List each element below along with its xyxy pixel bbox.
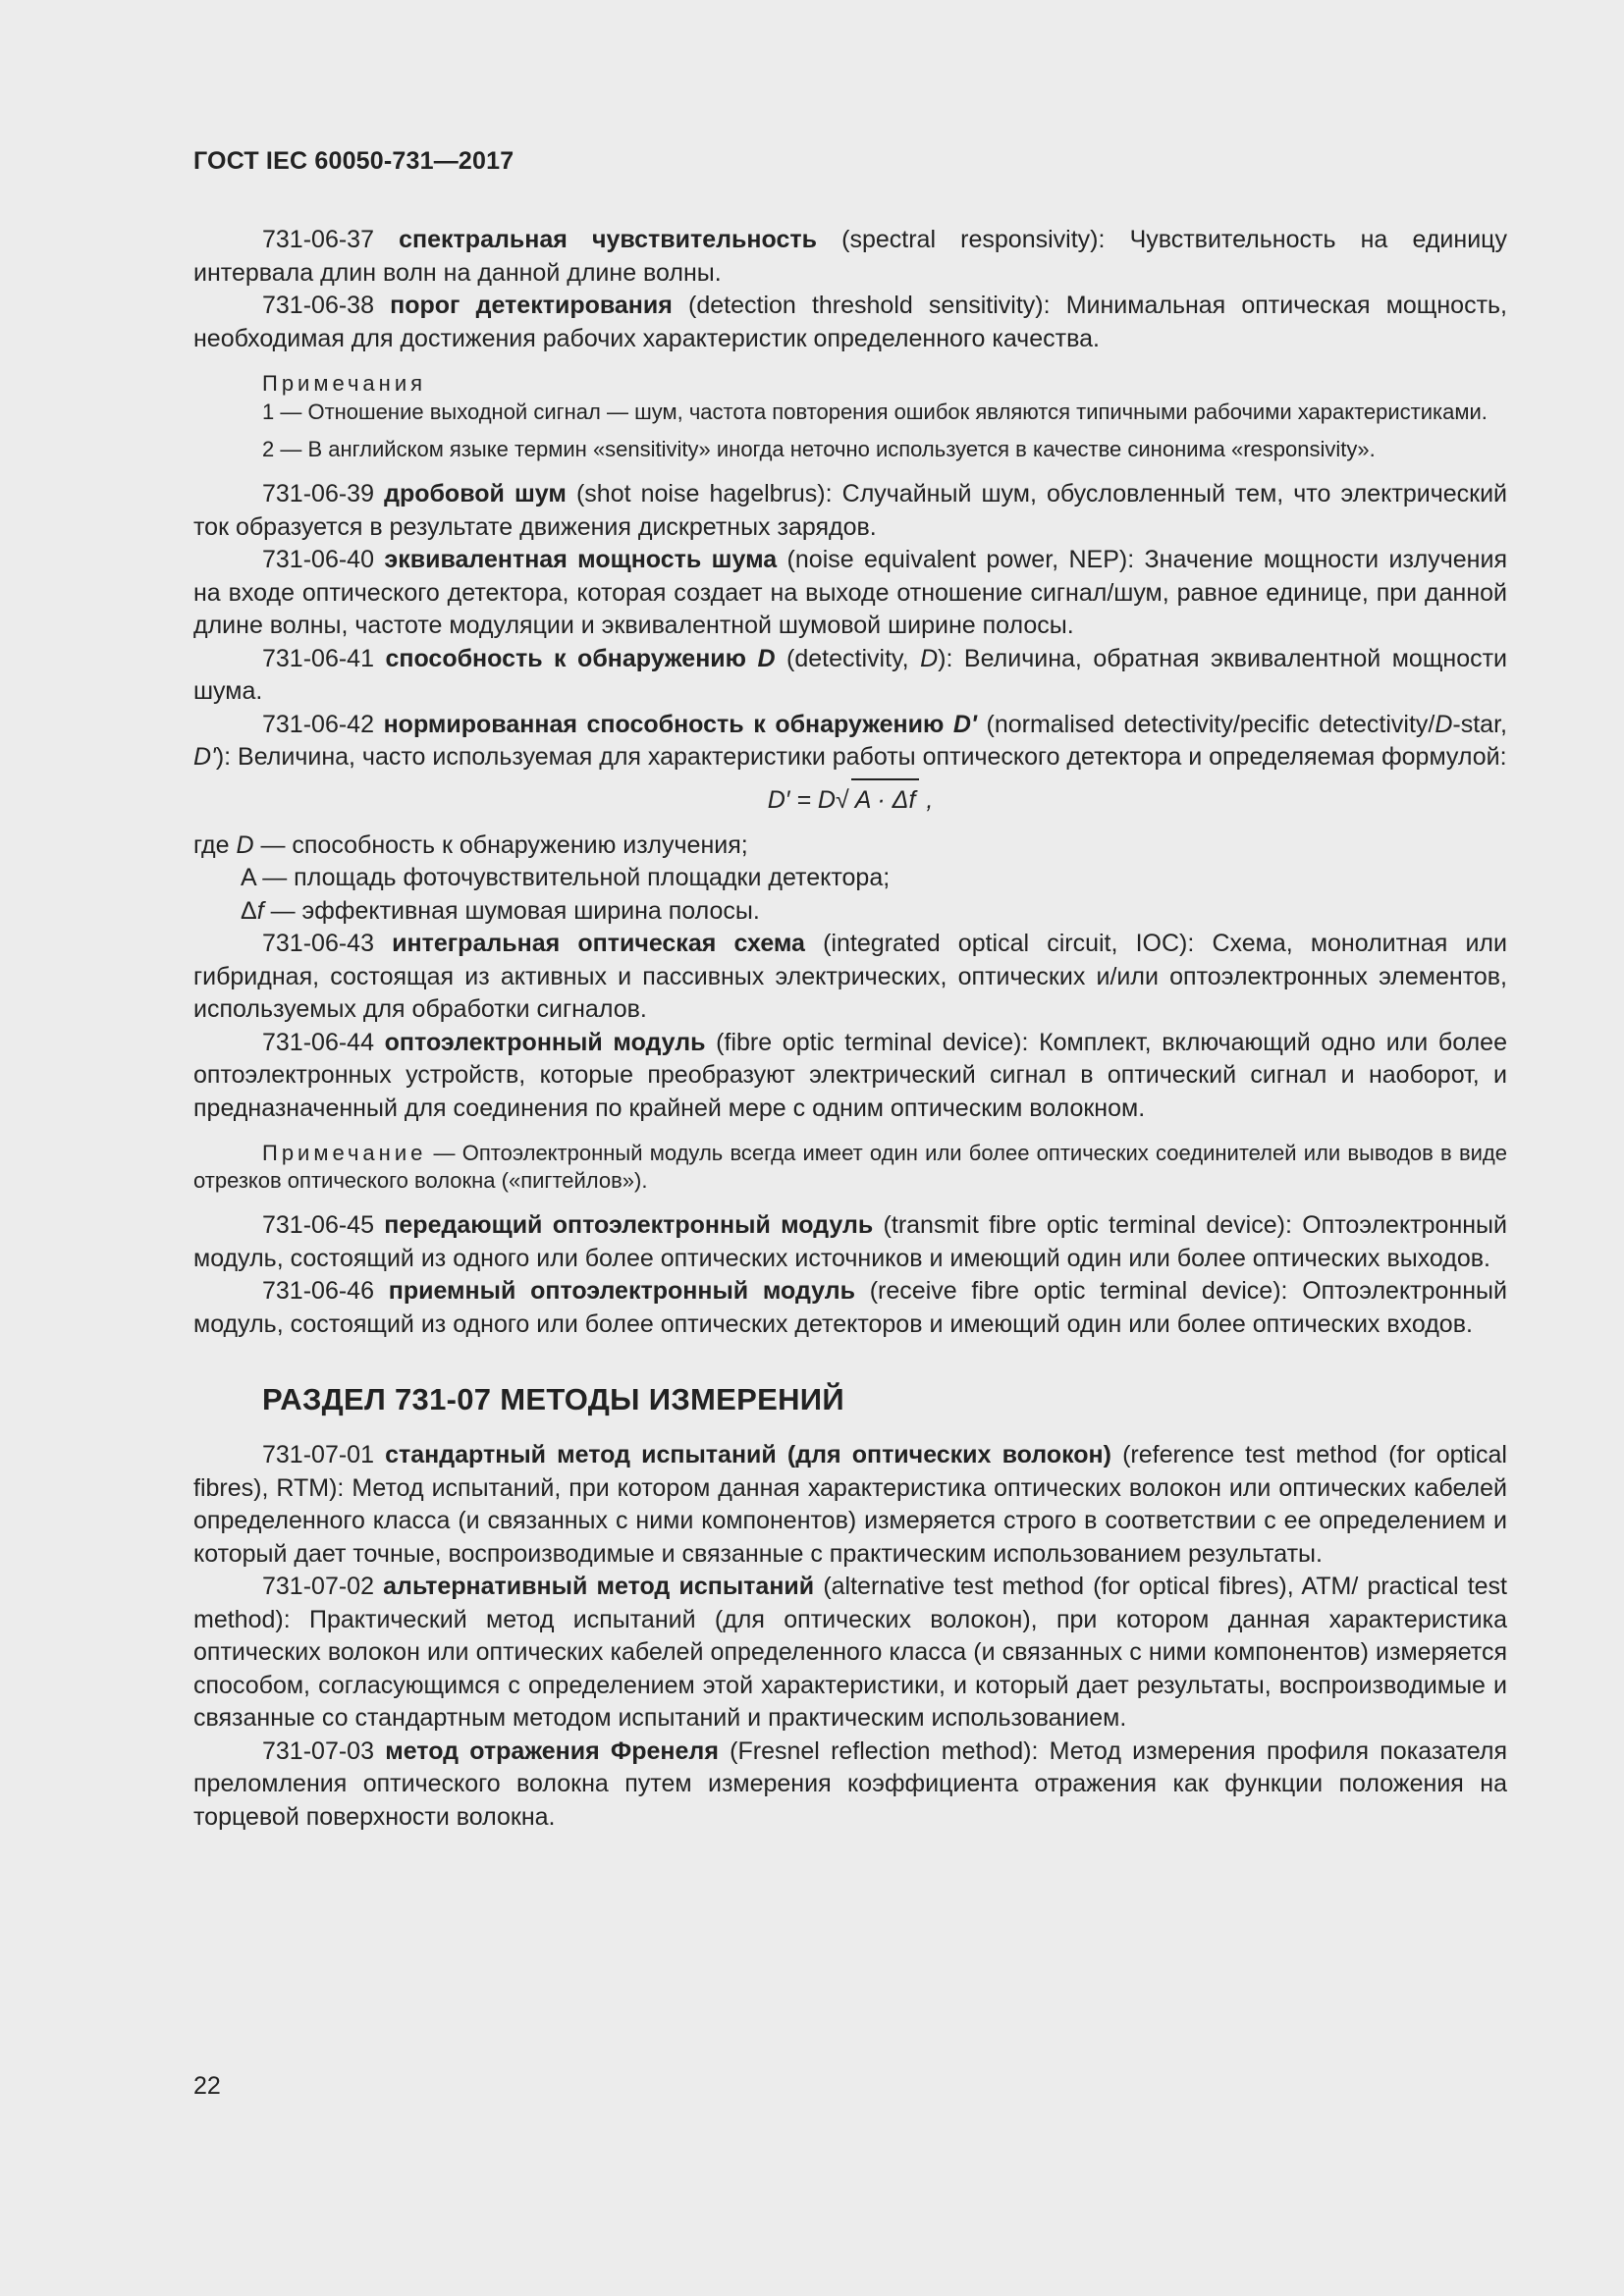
term-entry: [193, 1027, 1507, 1126]
note-item: Примечание — Оптоэлектронный модуль всегда имеет один или более оптических соединителей или выводов в виде отрезков оптического волокна («пигтейлов»).: [193, 1141, 1507, 1193]
entry-term: дробовой шум: [384, 480, 567, 507]
entry-definition: (shot noise hagelbrus): Случайный шум, обусловленный тем, что электрический ток образуется в результате движения дискретных зарядов.: [193, 480, 1507, 541]
term-entry: [193, 290, 1507, 355]
entry-code: 731-06-41: [262, 644, 374, 672]
entry-code: 731-06-37: [262, 226, 374, 253]
entry-term: метод отражения Френеля: [385, 1736, 719, 1765]
entry-definition: (reference test method (for optical fibres), RTM): Метод испытаний, при котором данная характеристика оптических волокон или оптических кабелей определенного класса (и связанных с ними компонентов) измеряется строго в соответствии с ее определением и который дает точные, воспроизводимые и связанные с практическим использованием результаты.: [193, 1441, 1507, 1568]
entry-definition: (transmit fibre optic terminal device): Оптоэлектронный модуль, состоящий из одного или более оптических источников и имеющий один или более оптических выходов.: [193, 1211, 1507, 1272]
note-item: 2 — В английском языке термин «sensitivity» иногда неточно используется в качестве синонима «responsivity».: [262, 437, 1376, 461]
term-entry: [193, 224, 1507, 290]
entry-code: 731-06-46: [262, 1277, 374, 1305]
term-entry: [193, 1275, 1507, 1341]
note-item: 1 — Отношение выходной сигнал — шум, частота повторения ошибок являются типичными рабочими характеристиками.: [262, 400, 1488, 424]
term-entry: [193, 1439, 1507, 1571]
entry-term: оптоэлектронный модуль: [384, 1028, 706, 1056]
term-entry: 731-06-42 нормированная способность к обнаружению D' (normalised detectivity/pecific detectivity/D-star, D'): Величина, часто используемая для характеристики работы оптического детектора и определяемая формулой:: [193, 710, 1507, 771]
entry-definition: (spectral responsivity): Чувствительность на единицу интервала длин волн на данной длине волны.: [193, 226, 1507, 287]
entry-definition: (alternative test method (for optical fibres), ATM/ practical test method): Практический метод испытаний (для оптических волокон), при котором данная характеристика оптических волокон или оптических кабелей определенного класса (и связанных с ними компонентов) измеряется способом, согласующимся с определением этой характеристики, и который дает результаты, воспроизводимые и связанные со стандартным методом испытаний и практическим использованием.: [193, 1573, 1507, 1732]
entry-definition: (receive fibre optic terminal device): Оптоэлектронный модуль, состоящий из одного или более оптических детекторов и имеющий один или более оптических входов.: [193, 1277, 1507, 1338]
entry-term: альтернативный метод испытаний: [383, 1573, 815, 1600]
entry-code: 731-07-03: [262, 1736, 374, 1765]
where-line: где D — способность к обнаружению излучения;: [193, 830, 748, 859]
entry-term: приемный оптоэлектронный модуль: [388, 1277, 855, 1305]
term-entry: [193, 928, 1507, 1027]
page-content: [193, 224, 1507, 1834]
where-line: Δf — эффективная шумовая ширина полосы.: [241, 896, 760, 925]
formula-radicand: A · Δf: [851, 778, 920, 820]
entry-code: 731-07-02: [262, 1573, 374, 1600]
term-entry: [193, 1209, 1507, 1275]
entry-definition: (Fresnel reflection method): Метод измерения профиля показателя преломления оптического волокна путем измерения коэффициента отражения как функции положения на торцевой поверхности волокна.: [193, 1736, 1508, 1831]
entry-code: 731-07-01: [262, 1441, 374, 1468]
page-header: ГОСТ IEC 60050-731—2017: [193, 147, 514, 175]
entry-code: 731-06-38: [262, 292, 374, 319]
entry-term: передающий оптоэлектронный модуль: [384, 1211, 874, 1239]
term-entry: [193, 1571, 1507, 1735]
entry-code: 731-06-42: [262, 710, 374, 738]
entry-code: 731-06-40: [262, 546, 374, 573]
entry-term: эквивалентная мощность шума: [384, 546, 778, 573]
page-number: 22: [193, 2072, 221, 2100]
formula: D′ = D√ A · Δf ,: [193, 778, 1507, 820]
entry-term: спектральная чувствительность: [399, 226, 817, 253]
entry-definition: (fibre optic terminal device): Комплект, включающий одно или более оптоэлектронных устройств, которые преобразуют электрический сигнал в оптический сигнал и наоборот, и предназначенный для соединения по крайней мере с одним оптическим волокном.: [193, 1028, 1507, 1122]
entry-term: нормированная способность к обнаружению D': [383, 710, 977, 738]
section-heading: РАЗДЕЛ 731-07 МЕТОДЫ ИЗМЕРЕНИЙ: [262, 1382, 844, 1416]
entry-term: способность к обнаружению D: [385, 644, 776, 672]
entry-definition: (integrated optical circuit, IOC): Схема, монолитная или гибридная, состоящая из активных и пассивных электрических, оптических и/или оптоэлектронных элементов, используемых для обработки сигналов.: [193, 930, 1507, 1023]
entry-term: порог детектирования: [390, 292, 673, 319]
term-entry: [193, 544, 1507, 643]
entry-code: 731-06-43: [262, 930, 374, 957]
term-entry: 731-06-41 способность к обнаружению D (detectivity, D): Величина, обратная эквивалентной мощности шума.: [193, 644, 1508, 705]
entry-code: 731-06-45: [262, 1211, 374, 1239]
entry-code: 731-06-39: [262, 480, 374, 507]
entry-term: стандартный метод испытаний (для оптических волокон): [385, 1441, 1111, 1468]
notes-title: Примечания: [262, 371, 427, 396]
entry-term: интегральная оптическая схема: [392, 930, 805, 957]
entry-definition: (noise equivalent power, NEP): Значение мощности излучения на входе оптического детектора, которая создает на выходе отношение сигнал/шум, равное единице, при данной длине волны, частоте модуляции и эквивалентной шумовой ширине полосы.: [193, 546, 1507, 639]
where-line: A — площадь фоточувствительной площадки детектора;: [241, 864, 891, 891]
entry-definition: (detection threshold sensitivity): Минимальная оптическая мощность, необходимая для достижения рабочих характеристик определенного качества.: [193, 292, 1508, 352]
term-entry: [193, 478, 1507, 544]
term-entry: [193, 1735, 1507, 1835]
entry-code: 731-06-44: [262, 1028, 374, 1056]
